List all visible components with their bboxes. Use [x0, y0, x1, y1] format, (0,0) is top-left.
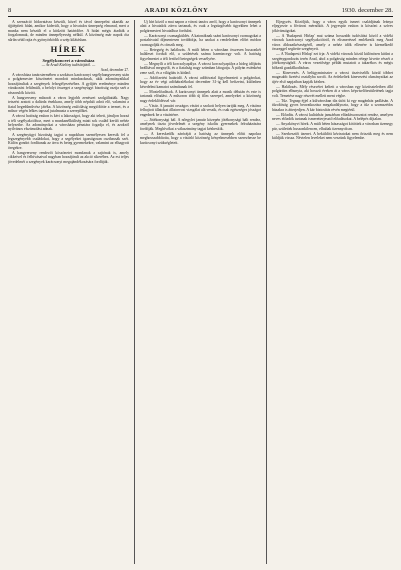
header-rule [8, 16, 393, 17]
newspaper-title: ARADI KÖZLÖNY [144, 6, 209, 14]
column-3 [272, 20, 393, 564]
news-paragraph: — Kinevezés. A belügyminiszter a városi tisztviselők közül többet magasabb fizetési osztályba sorolt. Az érdekeltek kinevezési okmányaikat az újév első napjaiban kapják kézhez. [272, 70, 393, 84]
news-paragraph: — Mozielőadások. A karácsonyi ünnepek alatt a mozik délután és este is tartanak előadást. A műsoron több új film szerepel, amelyeket a közönség nagy érdeklődéssel vár. [140, 89, 261, 103]
column-separator [266, 20, 267, 564]
news-paragraph: — Szerkesztői üzenet. A beküldött kéziratokat nem őrizzük meg és nem küldjük vissza. Névtelen leveleket nem veszünk figyelembe. [272, 131, 393, 141]
page-number: 8 [8, 6, 12, 14]
article-columns [8, 20, 393, 564]
article-paragraph: A városháza tanácstermében a szokásos karácsonyi segélyhangverseny után a polgármester köszönetet mondott mindazoknak, akik adományaikkal hozzájárultak a szegények felsegélyezéséhez. A gyűjtés eredménye minden várakozást felülmúlt, a befolyt összeget a szegényügyi bizottság osztja szét a rászorulók között. [8, 72, 129, 95]
news-paragraph: — Megnyílt a téli korcsolyapálya. A városi korcsolyapálya a hideg időjárás beálltával megnyílt, és a fiatalság nagy számban látogatja. A pályán esténként zene szól, és a világítás is kitűnő. [140, 61, 261, 75]
news-paragraph: — Jótékonysági bál. A nőegylet január közepén jótékonysági bált rendez, amelynek tiszta jövedelmét a szegény iskolás gyermekek felruházására fordítják. Meghívókat a választmány tagjai kézbesítik. [140, 117, 261, 131]
news-paragraph: — Adófizetési határidő. A városi adóhivatal figyelmezteti a polgárokat, hogy az év végi adóhátralékokat december 31-ig kell befizetni, különben késedelmi kamatot számítanak fel. [140, 75, 261, 89]
column-2 [140, 20, 261, 564]
news-paragraph: — A 'Budapesti Hírlap' mai száma hosszabb tudósítást közöl a vidéki városok karácsonyi segélyakcióiról, és elismeréssel emlékezik meg Arad város áldozatkészségéről, amely a nehéz idők ellenére is kiemelkedő összeggel segítette szegényeit. [272, 33, 393, 52]
article-paragraph: A szegényügyi bizottság tagjai a napokban személyesen keresik fel a legszegényebb családokat, hogy a segélyeket igazságosan oszthassák szét. Külön gondot fordítanak az árva és beteg gyermekekre, valamint az elhagyott öregekre. [8, 132, 129, 150]
article-paragraph: A hangverseny rendezői köszönetet mondanak a sajtónak is, amely cikkeivel és felhívásaival nagyban hozzájárult az akció sikeréhez. Az est teljes jövedelmét a szegények karácsonyi megajándékozására fordítják. [8, 150, 129, 164]
issue-date: 1930. december 28. [341, 6, 393, 14]
news-paragraph: — Tűz. Tegnap éjjel a külvárosban tűz ütött ki egy magánház padlásán. A tűzoltóság gyors beavatkozása megakadályozta, hogy a tűz a szomszédos házakra is átterjedjen. A kár biztosítás révén megtérül. [272, 98, 393, 112]
news-paragraph: — A 'Budapesti Hírlap' ezt írja: A vidéki városok közül különösen kitűnt a szegénygondozás terén Arad, ahol a polgárság minden rétege kivette részét a jótékonyságból. A város vezetősége példát mutatott a takarékos és mégis bőkezű gazdálkodásban. [272, 52, 393, 70]
column-1 [8, 20, 129, 564]
page-header [8, 4, 393, 16]
news-paragraph: — Halálozás. Mély részvétet keltett a városban egy köztiszteletben álló polgártárs elhunyta, aki hosszú éveken át a város képviselőtestületének tagja volt. Temetése nagy részvét mellett ment végbe. [272, 84, 393, 98]
news-paragraph: Új hírt közöl a mai napon a városi tanács arról, hogy a karácsonyi ünnepek alatt a hivatalok zárva tartanak, és csak a legsürgősebb ügyekben lehet a polgármesteri hivatalhoz fordulni. [140, 20, 261, 33]
news-paragraph: — Karácsonyi csomagküldés. A katonáknak szánt karácsonyi csomagokat a postahivatal díjmentesen továbbítja, ha azokat a rendeletben előírt módon csomagolják és címzik meg. [140, 33, 261, 47]
column-separator [134, 20, 135, 564]
article-title: Segélykoncert a városháza [42, 58, 95, 64]
intro-paragraph: A szenzáció hídavatásra készült, közel és távol ünnepelni akarták az újjáépített hídat, amikor kiderült, hogy a hivatalos ünnepség elmarad, mert a munka nem készült el a kitűzött határidőre. A hidat mégis átadták a forgalomnak, de minden ünnepélyesség nélkül. A közönség már napok óta sűrűn sétál rajta és gyönyörködik a szép kilátásban. [8, 20, 129, 42]
article-paragraph: A városi hatóság ezúton is kéri a lakosságot, hogy aki teheti, járuljon hozzá a téli segélyakcióhoz, mert a munkanélküliség miatt sok család került nehéz helyzetbe. Az adományokat a városháza pénztára fogadja el, és azokról nyilvános elszámolást adnak. [8, 114, 129, 132]
news-paragraph: Eljegyzés. Közöljük, hogy a város egyik ismert családjának leánya eljegyezte a fővárosi mérnököt. A jegyespár ezúton is köszöni a szíves jókívánságokat. [272, 20, 393, 33]
article-byline: Arad, december 27. [100, 68, 129, 73]
news-paragraph: — Betegség és halálozás. A múlt héten a városban összesen huszonkét haláleset fordult elő, a születések száma harmincegy volt. A hatóság figyelmeztet a téli fertőző betegségek veszélyére. [140, 47, 261, 61]
section-header: HÍREK [50, 44, 87, 55]
section-divider [57, 55, 81, 56]
news-paragraph: — Vásár. A januári országos vásárt a szokott helyen tartják meg. A vásárra felhajtott állatokat állatorvosi vizsgálat alá veszik, és csak egészséges jószágot engednek be a vásártérre. [140, 103, 261, 117]
news-paragraph: — A kereskedők záróráját a hatóság az ünnepek előtti napokra meghosszabbította, hogy a vásárló közönség kényelmesebben szerezhesse be karácsonyi szükségleteit. [140, 131, 261, 145]
article-paragraph: A hangverseny műsorát a város legjobb zenészei szolgáltatták. Nagy tetszést aratott a dalárda énekkara, amely több népdalt adott elő, valamint a fiatal hegedűművész játéka. A közönség zsúfolásig megtöltötte a termet, és a műsor végén lelkes tapssal jutalmazta a szereplőket. [8, 95, 129, 114]
article-subtitle: — Az Aradi Közlöny tudósítójától. — [41, 63, 96, 68]
news-paragraph: — Előadás. A városi kultúrház januárban előadássorozatot rendez, amelyen neves előadók tartanak ismeretterjesztő előadásokat. A belépés díjtalan. [272, 112, 393, 122]
news-paragraph: — Anyakönyvi hírek. A múlt héten házasságot kötöttek a városban tizenegy pár, születtek huszonkilencen, elhaltak tizennyolcan. [272, 122, 393, 131]
